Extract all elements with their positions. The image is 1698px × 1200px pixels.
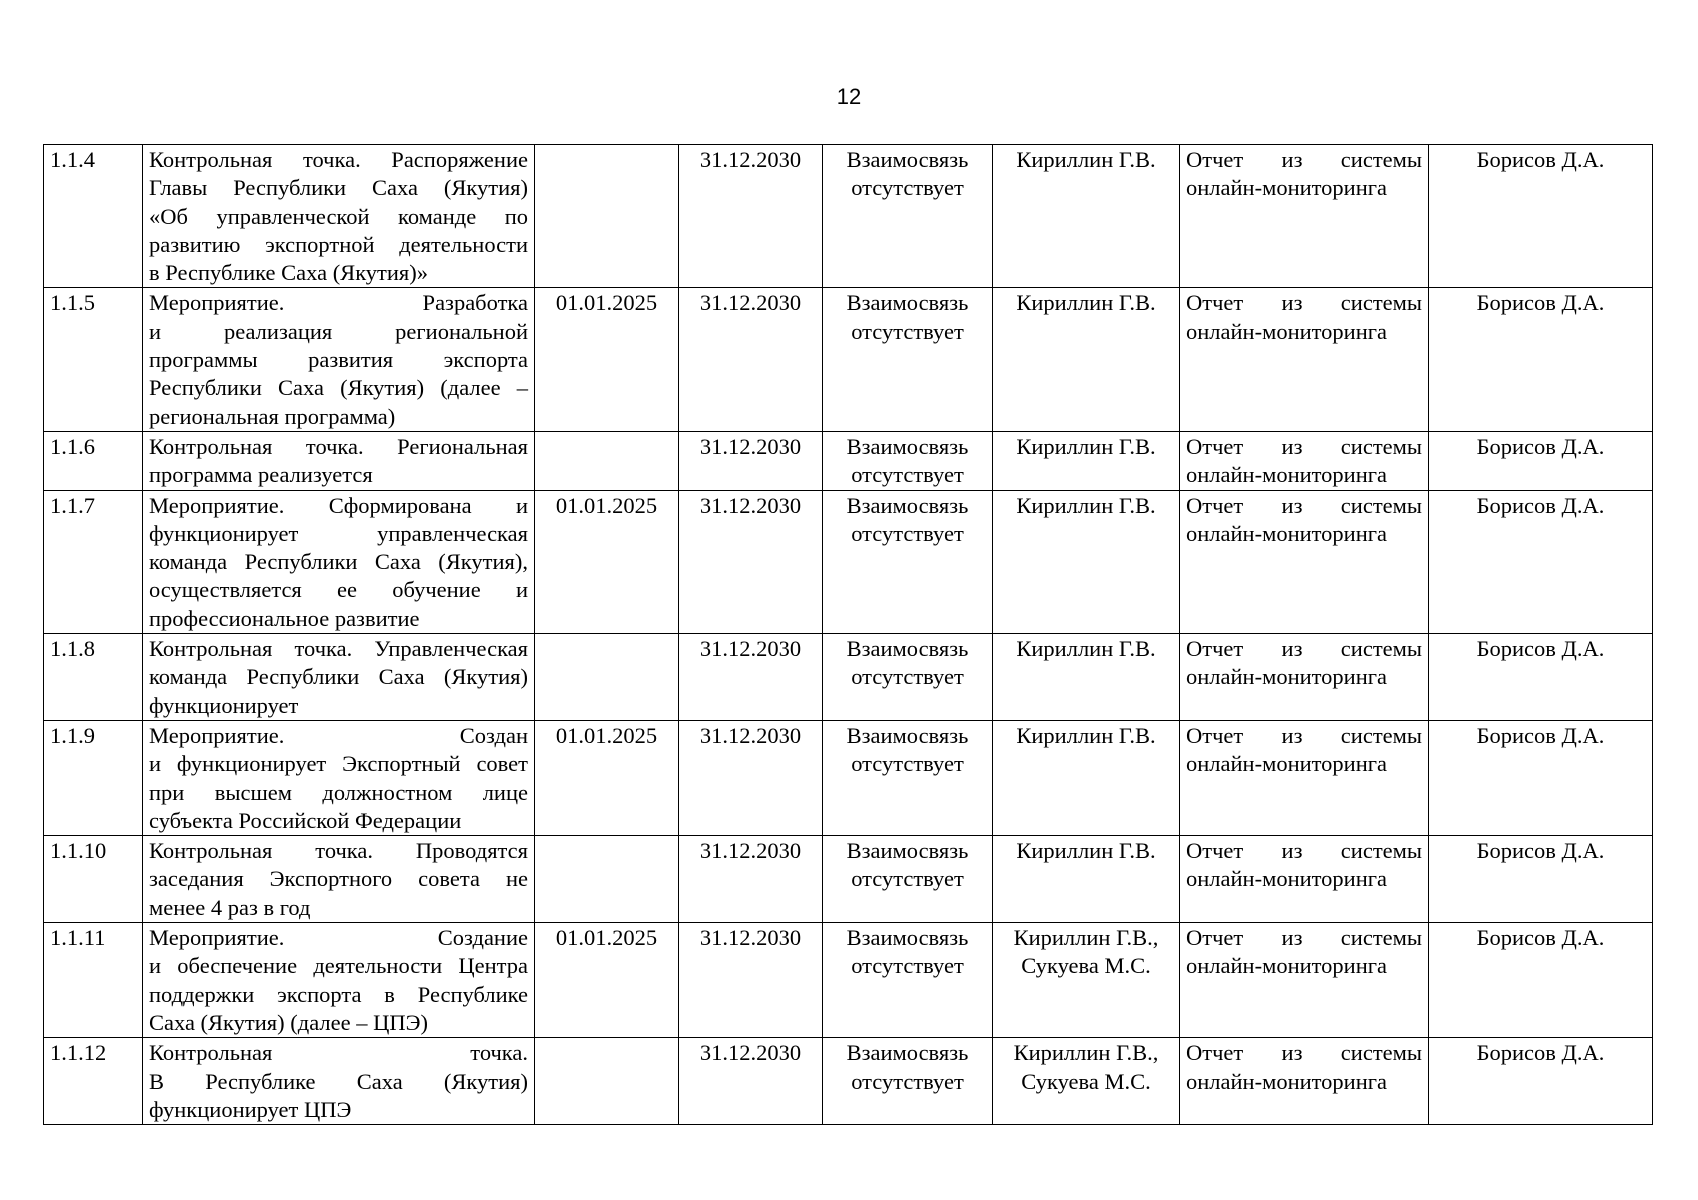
cell-line: Мероприятие. Создание (149, 925, 528, 951)
cell-line: Взаимосвязь (846, 636, 969, 662)
cell-line: программы развития экспорта (149, 347, 528, 373)
cell-start-date: 01.01.2025 (535, 288, 679, 431)
cell-name (143, 431, 535, 490)
cell-start-date: 01.01.2025 (535, 490, 679, 633)
cell-line: В Республике Саха (Якутия) (149, 1068, 528, 1094)
cell-name (143, 490, 535, 633)
cell-responsible (993, 720, 1180, 835)
cell-start-date (535, 634, 679, 721)
cell-line: Кириллин Г.В. (1016, 290, 1156, 316)
cell-start-date (535, 836, 679, 923)
table-row (44, 923, 1653, 1038)
cell-start-date (535, 1038, 679, 1125)
cell-relation (823, 145, 993, 288)
cell-line: отсутствует (851, 953, 964, 979)
cell-document (1180, 720, 1429, 835)
cell-line: функционирует ЦПЭ (149, 1096, 352, 1122)
cell-line: Республики Саха (Якутия) (далее – (149, 375, 528, 401)
cell-line: Мероприятие. Создан (149, 722, 528, 748)
cell-line: осуществляется ее обучение и (149, 577, 528, 603)
cell-number: 1.1.4 (44, 145, 143, 288)
cell-end-date: 31.12.2030 (679, 720, 823, 835)
cell-number: 1.1.8 (44, 634, 143, 721)
cell-line: Кириллин Г.В. (1016, 722, 1156, 748)
cell-line: Контрольная точка. (149, 1040, 528, 1066)
cell-line: субъекта Российской Федерации (149, 807, 462, 833)
cell-line: профессиональное развитие (149, 605, 420, 631)
cell-number: 1.1.12 (44, 1038, 143, 1125)
cell-responsible (993, 1038, 1180, 1125)
cell-line: отсутствует (851, 318, 964, 344)
cell-end-date: 31.12.2030 (679, 145, 823, 288)
cell-line: отсутствует (851, 520, 964, 546)
cell-end-date: 31.12.2030 (679, 634, 823, 721)
cell-controller: Борисов Д.А. (1429, 431, 1653, 490)
cell-line: Взаимосвязь (846, 722, 969, 748)
cell-controller: Борисов Д.А. (1429, 720, 1653, 835)
cell-line: Взаимосвязь (846, 433, 969, 459)
cell-line: Мероприятие. Сформирована и (149, 492, 528, 518)
cell-number: 1.1.6 (44, 431, 143, 490)
cell-line: функционирует (149, 692, 299, 718)
cell-line: Взаимосвязь (846, 838, 969, 864)
cell-responsible (993, 634, 1180, 721)
cell-controller: Борисов Д.А. (1429, 836, 1653, 923)
cell-line: Отчет из системы (1186, 722, 1422, 748)
cell-line: команда Республики Саха (Якутия) (149, 664, 528, 690)
cell-line: отсутствует (851, 664, 964, 690)
cell-line: онлайн-мониторинга (1186, 664, 1387, 690)
cell-line: онлайн-мониторинга (1186, 866, 1387, 892)
cell-number: 1.1.11 (44, 923, 143, 1038)
cell-responsible (993, 923, 1180, 1038)
cell-line: Кириллин Г.В. (1016, 636, 1156, 662)
cell-line: региональная программа) (149, 403, 396, 429)
cell-relation (823, 431, 993, 490)
cell-number: 1.1.7 (44, 490, 143, 633)
cell-line: Отчет из системы (1186, 925, 1422, 951)
cell-line: функционирует управленческая (149, 520, 528, 546)
cell-relation (823, 1038, 993, 1125)
cell-controller: Борисов Д.А. (1429, 1038, 1653, 1125)
cell-document (1180, 145, 1429, 288)
cell-end-date: 31.12.2030 (679, 288, 823, 431)
cell-line: отсутствует (851, 1068, 964, 1094)
cell-line: онлайн-мониторинга (1186, 318, 1387, 344)
cell-document (1180, 1038, 1429, 1125)
cell-line: Отчет из системы (1186, 147, 1422, 172)
cell-line: онлайн-мониторинга (1186, 751, 1387, 777)
table-body (44, 145, 1653, 1125)
cell-line: Взаимосвязь (846, 290, 969, 316)
cell-number: 1.1.10 (44, 836, 143, 923)
cell-line: Взаимосвязь (846, 492, 969, 518)
cell-end-date: 31.12.2030 (679, 1038, 823, 1125)
cell-line: отсутствует (851, 175, 964, 201)
cell-line: Взаимосвязь (846, 147, 969, 172)
cell-line: Взаимосвязь (846, 925, 969, 951)
cell-line: Отчет из системы (1186, 1040, 1422, 1066)
cell-end-date: 31.12.2030 (679, 431, 823, 490)
cell-name (143, 1038, 535, 1125)
cell-line: отсутствует (851, 751, 964, 777)
table-row (44, 1038, 1653, 1125)
cell-controller: Борисов Д.А. (1429, 145, 1653, 288)
table-row (44, 145, 1653, 288)
table-row (44, 634, 1653, 721)
cell-relation (823, 634, 993, 721)
cell-line: в Республике Саха (Якутия)» (149, 260, 429, 286)
page-number: 12 (836, 84, 862, 109)
cell-line: Контрольная точка. Проводятся (149, 838, 528, 864)
cell-document (1180, 288, 1429, 431)
cell-line: «Об управленческой команде по (149, 203, 528, 229)
cell-line: Кириллин Г.В. (1016, 492, 1156, 518)
cell-line: Отчет из системы (1186, 492, 1422, 518)
cell-line: и функционирует Экспортный совет (149, 751, 528, 777)
cell-name (143, 836, 535, 923)
cell-line: Отчет из системы (1186, 290, 1422, 316)
cell-name (143, 923, 535, 1038)
cell-name (143, 288, 535, 431)
cell-line: программа реализуется (149, 462, 373, 488)
cell-line: Кириллин Г.В., (1013, 1040, 1159, 1066)
cell-line: при высшем должностном лице (149, 779, 528, 805)
cell-line: Мероприятие. Разработка (149, 290, 528, 316)
table-row (44, 836, 1653, 923)
cell-line: Контрольная точка. Распоряжение (149, 147, 528, 172)
cell-responsible (993, 431, 1180, 490)
cell-line: и реализация региональной (149, 318, 528, 344)
cell-line: Кириллин Г.В. (1016, 433, 1156, 459)
cell-line: Главы Республики Саха (Якутия) (149, 175, 528, 201)
cell-controller: Борисов Д.А. (1429, 490, 1653, 633)
cell-controller: Борисов Д.А. (1429, 634, 1653, 721)
cell-name (143, 634, 535, 721)
cell-line: Отчет из системы (1186, 433, 1422, 459)
cell-responsible (993, 288, 1180, 431)
cell-line: онлайн-мониторинга (1186, 175, 1387, 201)
cell-line: отсутствует (851, 462, 964, 488)
cell-start-date: 01.01.2025 (535, 720, 679, 835)
table-row (44, 490, 1653, 633)
cell-line: развитию экспортной деятельности (149, 231, 528, 257)
cell-relation (823, 923, 993, 1038)
cell-line: команда Республики Саха (Якутия), (149, 549, 528, 575)
cell-responsible (993, 836, 1180, 923)
cell-responsible (993, 490, 1180, 633)
table-row (44, 720, 1653, 835)
cell-line: поддержки экспорта в Республике (149, 981, 528, 1007)
cell-start-date: 01.01.2025 (535, 923, 679, 1038)
cell-document (1180, 431, 1429, 490)
cell-line: Кириллин Г.В. (1016, 838, 1156, 864)
cell-relation (823, 288, 993, 431)
cell-line: заседания Экспортного совета не (149, 866, 528, 892)
cell-line: и обеспечение деятельности Центра (149, 953, 528, 979)
cell-controller: Борисов Д.А. (1429, 288, 1653, 431)
cell-relation (823, 490, 993, 633)
cell-name (143, 720, 535, 835)
cell-line: отсутствует (851, 866, 964, 892)
cell-start-date (535, 431, 679, 490)
cell-line: Отчет из системы (1186, 636, 1422, 662)
table-row (44, 431, 1653, 490)
cell-relation (823, 720, 993, 835)
cell-end-date: 31.12.2030 (679, 836, 823, 923)
cell-document (1180, 634, 1429, 721)
cell-line: онлайн-мониторинга (1186, 953, 1387, 979)
cell-line: Контрольная точка. Управленческая (149, 636, 528, 662)
cell-name (143, 145, 535, 288)
cell-document (1180, 836, 1429, 923)
cell-relation (823, 836, 993, 923)
cell-start-date (535, 145, 679, 288)
cell-line: Сукуева М.С. (1021, 1068, 1151, 1094)
activities-table (43, 144, 1653, 1125)
cell-line: онлайн-мониторинга (1186, 1068, 1387, 1094)
cell-line: Взаимосвязь (846, 1040, 969, 1066)
cell-line: Кириллин Г.В. (1016, 147, 1156, 172)
cell-line: онлайн-мониторинга (1186, 462, 1387, 488)
cell-number: 1.1.5 (44, 288, 143, 431)
table-row (44, 288, 1653, 431)
cell-line: онлайн-мониторинга (1186, 520, 1387, 546)
cell-end-date: 31.12.2030 (679, 490, 823, 633)
cell-line: Контрольная точка. Региональная (149, 433, 528, 459)
cell-line: Кириллин Г.В., (1013, 925, 1159, 951)
cell-controller: Борисов Д.А. (1429, 923, 1653, 1038)
cell-end-date: 31.12.2030 (679, 923, 823, 1038)
cell-line: Саха (Якутия) (далее – ЦПЭ) (149, 1009, 428, 1035)
cell-document (1180, 490, 1429, 633)
cell-number: 1.1.9 (44, 720, 143, 835)
cell-responsible (993, 145, 1180, 288)
cell-line: менее 4 раз в год (149, 894, 311, 920)
cell-line: Сукуева М.С. (1021, 953, 1151, 979)
cell-line: Отчет из системы (1186, 838, 1422, 864)
cell-document (1180, 923, 1429, 1038)
